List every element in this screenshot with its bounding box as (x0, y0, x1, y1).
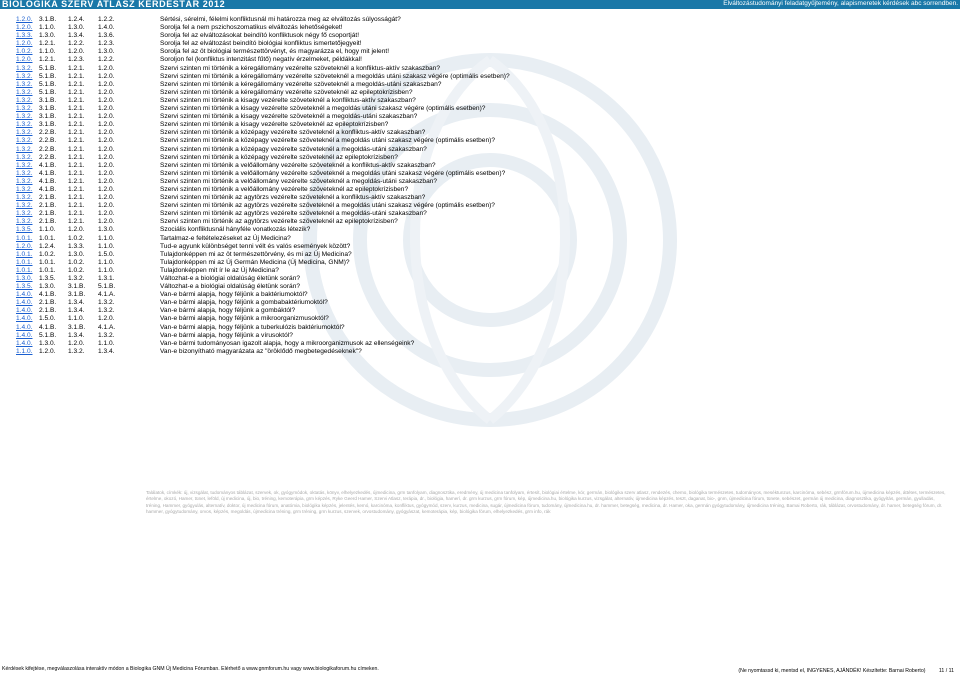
ref-code: 1.2.0. (98, 121, 115, 129)
list-item (16, 81, 946, 89)
ref-code: 4.1.B. (39, 291, 57, 299)
list-item (16, 259, 946, 267)
ref-code: 3.1.B. (68, 323, 86, 331)
ref-code: 1.2.1. (68, 153, 85, 161)
ref-code: 1.3.0. (39, 283, 56, 291)
ref-code: 1.5.0. (98, 250, 115, 258)
question-text: Tulajdonképpen mit ír le az Új Medicina? (160, 266, 279, 274)
list-item (16, 65, 946, 73)
question-text: Sorolja fel a nem pszichoszomatikus elváltozás lehetőségeket! (160, 24, 343, 32)
ref-code: 1.2.0. (98, 80, 115, 88)
code-link[interactable]: 1.4.0. (16, 307, 33, 315)
question-text: Sorolja fel az öt biológiai természettörvényt, és magyarázza el, hogy mit jelent! (160, 48, 390, 56)
ref-code: 1.2.0. (98, 137, 115, 145)
code-link[interactable]: 1.3.2. (16, 137, 33, 145)
ref-code: 1.1.0. (39, 226, 56, 234)
question-text: Tud-e agyunk különbséget tenni vélt és valós események között? (160, 242, 351, 250)
code-link[interactable]: 1.4.0. (16, 323, 33, 331)
ref-code: 1.3.4. (68, 32, 85, 40)
ref-code: 1.3.4. (68, 307, 85, 315)
question-text: Szervi szinten mi történik a kisagy vezérelte szöveteknél az epileptokrízisben? (160, 121, 389, 129)
ref-code: 1.2.0. (98, 145, 115, 153)
code-link[interactable]: 1.3.2. (16, 169, 33, 177)
ref-code: 1.3.4. (98, 347, 115, 355)
ref-code: 1.2.3. (98, 40, 115, 48)
question-text: Szervi szinten mi történik a kéregállomány vezérelte szöveteknél a konfliktus-aktív szakaszban? (160, 64, 440, 72)
ref-code: 2.1.B. (39, 202, 57, 210)
ref-code: 1.0.1. (39, 234, 56, 242)
ref-code: 1.2.1. (68, 64, 85, 72)
ref-code: 2.1.B. (39, 299, 57, 307)
ref-code: 2.2.B. (39, 153, 57, 161)
code-link[interactable]: 1.0.1. (16, 250, 33, 258)
ref-code: 1.2.1. (39, 40, 56, 48)
question-text: Szervi szinten mi történik a középagy vezérelte szöveteknél a megoldás-utáni szakaszban? (160, 145, 427, 153)
code-link[interactable]: 1.3.2. (16, 218, 33, 226)
question-text: Szervi szinten mi történik a kisagy vezérelte szöveteknél a megoldás-utáni szakaszban? (160, 113, 418, 121)
code-link[interactable]: 1.2.0. (16, 24, 33, 32)
list-item (16, 170, 946, 178)
ref-code: 3.1.B. (39, 16, 57, 23)
question-text: Változhat-e a biológiai oldalúság életünk során? (160, 283, 301, 291)
list-item (16, 194, 946, 202)
ref-code: 1.2.1. (68, 80, 85, 88)
ref-code: 1.0.2. (39, 250, 56, 258)
list-item (16, 137, 946, 145)
code-link[interactable]: 1.3.5. (16, 226, 33, 234)
ref-code: 1.3.5. (39, 275, 56, 282)
code-link[interactable]: 1.2.0. (16, 16, 33, 23)
ref-code: 1.2.1. (39, 56, 56, 64)
page-header (0, 0, 960, 9)
ref-code: 1.0.1. (39, 266, 56, 274)
question-text: Szervi szinten mi történik a velőállomány vezérelte szöveteknél az epileptokrízisben? (160, 185, 409, 193)
list-item (16, 97, 946, 105)
ref-code: 3.1.B. (68, 291, 86, 299)
list-item (16, 73, 946, 81)
question-text: Szervi szinten mi történik a középagy vezérelte szöveteknél a megoldás utáni szakasz végére (optimális esetben)? (160, 137, 495, 145)
list-item (16, 235, 946, 243)
ref-code: 1.3.0. (39, 32, 56, 40)
list-item (16, 32, 946, 40)
code-link[interactable]: 1.3.2. (16, 105, 33, 113)
list-item (16, 40, 946, 48)
code-link[interactable]: 1.3.2. (16, 194, 33, 202)
ref-code: 1.2.0. (98, 88, 115, 96)
list-item (16, 324, 946, 332)
question-text: Van-e bizonyítható magyarázata az "öröklődő megbetegedéseknek"? (160, 347, 362, 355)
ref-code: 1.2.0. (98, 202, 115, 210)
footer-right (738, 668, 954, 674)
ref-code: 1.2.0. (98, 177, 115, 185)
code-link[interactable]: 1.0.1. (16, 258, 33, 266)
ref-code: 4.1.A. (98, 323, 116, 331)
ref-code: 1.2.0. (98, 153, 115, 161)
ref-code: 1.2.2. (98, 56, 115, 64)
question-text: Sorolja fel az elváltozásokat beindító konfliktusok négy fő csoportját! (160, 32, 360, 40)
ref-code: 1.2.1. (68, 129, 85, 137)
ref-code: 4.1.B. (39, 169, 57, 177)
list-item (16, 251, 946, 259)
ref-code: 1.2.0. (98, 169, 115, 177)
ref-code: 2.2.B. (39, 129, 57, 137)
question-text: Van-e bármi alapja, hogy féljünk a mikroorganizmusoktól? (160, 315, 329, 323)
ref-code: 1.3.0. (68, 24, 85, 32)
question-text: Szervi szinten mi történik az agytörzs vezérelte szöveteknél az epileptokrízisben? (160, 218, 398, 226)
list-item (16, 162, 946, 170)
ref-code: 1.4.0. (98, 24, 115, 32)
page-number: 11 / 11 (938, 668, 954, 674)
list-item (16, 178, 946, 186)
list-item (16, 226, 946, 234)
question-text: Van-e bármi alapja, hogy féljünk a gombabaktériumoktól? (160, 299, 328, 307)
code-link[interactable]: 1.4.0. (16, 339, 33, 347)
list-item (16, 283, 946, 291)
ref-code: 1.2.1. (68, 161, 85, 169)
code-link[interactable]: 1.4.0. (16, 291, 33, 299)
code-link[interactable]: 1.3.2. (16, 121, 33, 129)
code-link[interactable]: 1.4.0. (16, 331, 33, 339)
ref-code: 1.2.1. (68, 210, 85, 218)
list-item (16, 210, 946, 218)
code-link[interactable]: 1.2.0. (16, 40, 33, 48)
ref-code: 1.2.1. (68, 194, 85, 202)
ref-code: 4.1.B. (39, 177, 57, 185)
question-text: Szervi szinten mi történik a velőállomány vezérelte szöveteknél a megoldás-utáni szakaszban? (160, 177, 438, 185)
ref-code: 4.1.B. (39, 185, 57, 193)
list-item (16, 154, 946, 162)
question-text: Tartalmaz-e feltételezéseket az Új Medicina? (160, 234, 291, 242)
ref-code: 1.2.3. (68, 56, 85, 64)
question-text: Sorolja fel az elváltozást beindító biológiai konfliktus ismertetőjegyeit! (160, 40, 362, 48)
ref-code: 4.1.B. (39, 323, 57, 331)
ref-code: 2.1.B. (39, 307, 57, 315)
ref-code: 1.3.4. (68, 331, 85, 339)
list-item (16, 218, 946, 226)
list-item (16, 267, 946, 275)
ref-code: 1.2.0. (98, 161, 115, 169)
code-link[interactable]: 1.3.2. (16, 88, 33, 96)
ref-code: 2.1.B. (39, 194, 57, 202)
ref-code: 3.1.B. (39, 96, 57, 104)
ref-code: 1.3.2. (98, 331, 115, 339)
ref-code: 3.1.B. (39, 113, 57, 121)
ref-code: 4.1.A. (98, 291, 116, 299)
code-link[interactable]: 1.3.2. (16, 145, 33, 153)
list-item (16, 16, 946, 24)
ref-code: 1.2.0. (39, 347, 56, 355)
ref-code: 5.1.B. (39, 64, 57, 72)
ref-code: 2.2.B. (39, 145, 57, 153)
ref-code: 1.3.0. (68, 250, 85, 258)
list-item (16, 113, 946, 121)
ref-code: 1.2.1. (68, 177, 85, 185)
ref-code: 1.3.6. (98, 32, 115, 40)
list-item (16, 121, 946, 129)
question-text: Van-e bármi tudományosan igazolt alapja, hogy a mikroorganizmusok az ellenségeink? (160, 339, 415, 347)
header-subtitle: Elváltozástudományi feladatgyűjtemény, alapismeretek kérdések abc sorrendben. (723, 0, 958, 7)
ref-code: 1.2.1. (68, 218, 85, 226)
ref-code: 1.1.0. (98, 339, 115, 347)
ref-code: 3.1.B. (39, 121, 57, 129)
list-item (16, 332, 946, 340)
ref-code: 1.2.1. (68, 137, 85, 145)
ref-code: 1.2.0. (68, 339, 85, 347)
footer-note: Kérdések kifejtése, megválaszolása interaktív módon a Biologika GNM Új Medicina Fórumban. Elérhető a www.gnmforum.hu vagy www.biologikaforum.hu címeken. (2, 666, 379, 672)
list-item (16, 315, 946, 323)
list-item (16, 129, 946, 137)
ref-code: 1.1.0. (98, 258, 115, 266)
question-text: Szervi szinten mi történik a kéregállomány vezérelte szöveteknél a megoldás utáni szakasz végére (optimális esetben)? (160, 72, 510, 80)
code-link[interactable]: 1.3.2. (16, 113, 33, 121)
question-text: Szervi szinten mi történik a középagy vezérelte szöveteknél a konfliktus-aktív szakaszban? (160, 129, 426, 137)
ref-code: 1.2.0. (98, 194, 115, 202)
code-link[interactable]: 1.0.1. (16, 234, 33, 242)
list-item (16, 299, 946, 307)
list-item (16, 105, 946, 113)
ref-code: 1.2.1. (68, 169, 85, 177)
ref-code: 1.2.1. (68, 121, 85, 129)
ref-code: 1.2.1. (68, 72, 85, 80)
code-link[interactable]: 1.3.3. (16, 32, 33, 40)
code-link[interactable]: 1.3.2. (16, 96, 33, 104)
list-item (16, 56, 946, 64)
question-text: Van-e bármi alapja, hogy féljünk a baktériumoktól? (160, 291, 308, 299)
question-text: Szervi szinten mi történik az agytörzs vezérelte szöveteknél a konfliktus-aktív szakaszban? (160, 194, 426, 202)
code-link[interactable]: 1.3.2. (16, 202, 33, 210)
ref-code: 1.3.0. (39, 339, 56, 347)
list-item (16, 48, 946, 56)
ref-code: 5.1.B. (39, 88, 57, 96)
ref-code: 1.3.2. (98, 307, 115, 315)
ref-code: 1.1.0. (98, 242, 115, 250)
ref-code: 2.1.B. (39, 218, 57, 226)
code-link[interactable]: 1.3.2. (16, 185, 33, 193)
ref-code: 1.2.1. (68, 145, 85, 153)
ref-code: 1.2.0. (98, 105, 115, 113)
ref-code: 1.2.0. (98, 210, 115, 218)
ref-code: 1.2.0. (98, 64, 115, 72)
ref-code: 1.2.1. (68, 105, 85, 113)
ref-code: 1.2.1. (68, 185, 85, 193)
ref-code: 5.1.B. (39, 331, 57, 339)
ref-code: 3.1.B. (68, 283, 86, 291)
ref-code: 1.3.3. (68, 242, 85, 250)
question-text: Szervi szinten mi történik a velőállomány vezérelte szöveteknél a megoldás utáni szakasz végére (optimális esetben)? (160, 169, 506, 177)
code-link[interactable]: 1.3.2. (16, 72, 33, 80)
code-link[interactable]: 1.3.2. (16, 64, 33, 72)
question-text: Van-e bármi alapja, hogy féljünk a vírusoktól? (160, 331, 293, 339)
question-text: Van-e bármi alapja, hogy féljünk a tuberkulózis baktériumoktól? (160, 323, 345, 331)
ref-code: 1.0.2. (68, 266, 85, 274)
list-item (16, 146, 946, 154)
ref-code: 1.2.0. (68, 226, 85, 234)
list-item (16, 340, 946, 348)
ref-code: 1.3.2. (68, 347, 85, 355)
code-link[interactable]: 1.3.2. (16, 129, 33, 137)
list-item (16, 275, 946, 283)
list-item (16, 89, 946, 97)
ref-code: 1.2.0. (98, 185, 115, 193)
ref-code: 1.2.1. (68, 96, 85, 104)
list-item (16, 307, 946, 315)
ref-code: 5.1.B. (98, 283, 116, 291)
question-list (16, 16, 946, 356)
code-link[interactable]: 1.4.0. (16, 299, 33, 307)
question-text: Szervi szinten mi történik a kéregállomány vezérelte szöveteknél a megoldás-utáni szakaszban? (160, 80, 442, 88)
ref-code: 1.0.2. (68, 258, 85, 266)
code-link[interactable]: 1.2.0. (16, 242, 33, 250)
list-item (16, 24, 946, 32)
ref-code: 4.1.B. (39, 161, 57, 169)
ref-code: 1.1.0. (39, 48, 56, 56)
ref-code: 3.1.B. (39, 105, 57, 113)
ref-code: 1.2.0. (68, 48, 85, 56)
question-text: Változhat-e a biológiai oldalúság életünk során? (160, 275, 301, 282)
ref-code: 5.1.B. (39, 80, 57, 88)
ref-code: 1.0.2. (68, 234, 85, 242)
code-link[interactable]: 1.3.2. (16, 153, 33, 161)
code-link[interactable]: 1.2.0. (16, 56, 33, 64)
ref-code: 1.2.1. (68, 202, 85, 210)
ref-code: 1.2.2. (68, 40, 85, 48)
ref-code: 1.5.0. (39, 315, 56, 323)
footer-credit: (Ne nyomtassd ki, mentsd el, INGYENES, AJÁNDÉK! Készítette: Barnai Roberto) (738, 668, 926, 674)
list-item (16, 202, 946, 210)
question-text: Tulajdonképpen mi az Új Germán Medicina (Új Medicina, GNM)? (160, 258, 350, 266)
question-text: Szervi szinten mi történik az agytörzs vezérelte szöveteknél a megoldás-utáni szakaszban? (160, 210, 427, 218)
ref-code: 2.1.B. (39, 210, 57, 218)
ref-code: 1.2.0. (98, 96, 115, 104)
question-text: Szervi szinten mi történik a kisagy vezérelte szöveteknél a konfliktus-aktív szakaszban? (160, 96, 416, 104)
ref-code: 1.0.1. (39, 258, 56, 266)
code-link[interactable]: 1.1.0. (16, 347, 33, 355)
ref-code: 1.1.0. (98, 234, 115, 242)
ref-code: 1.2.0. (98, 113, 115, 121)
ref-code: 1.2.4. (39, 242, 56, 250)
question-text: Szervi szinten mi történik a középagy vezérelte szöveteknél az epileptokrízisben? (160, 153, 398, 161)
ref-code: 1.3.1. (98, 275, 115, 282)
question-text: Szociális konfliktusnál hányféle vonatkozás létezik? (160, 226, 311, 234)
brand-title: BIOLOGIKA SZERV ATLASZ KÉRDÉSTÁR 2012 (2, 0, 226, 9)
question-text: Szervi szinten mi történik a velőállomány vezérelte szöveteknél a konfliktus-aktív szakaszban? (160, 161, 436, 169)
code-link[interactable]: 1.0.1. (16, 266, 33, 274)
ref-code: 1.1.0. (98, 266, 115, 274)
question-text: Szervi szinten mi történik a kisagy vezérelte szöveteknél a megoldás utáni szakasz végére (optimális esetben)? (160, 105, 486, 113)
code-link[interactable]: 1.3.2. (16, 210, 33, 218)
code-link[interactable]: 1.4.0. (16, 315, 33, 323)
ref-code: 1.3.4. (68, 299, 85, 307)
ref-code: 1.3.2. (98, 299, 115, 307)
ref-code: 1.1.0. (39, 24, 56, 32)
ref-code: 1.3.2. (68, 275, 85, 282)
ref-code: 1.2.4. (68, 16, 85, 23)
ref-code: 1.3.0. (98, 48, 115, 56)
code-link[interactable]: 1.3.2. (16, 161, 33, 169)
code-link[interactable]: 1.0.2. (16, 48, 33, 56)
question-text: Szervi szinten mi történik az agytörzs vezérelte szöveteknél a megoldás utáni szakasz végére (optimális esetben)? (160, 202, 495, 210)
ref-code: 1.2.1. (68, 113, 85, 121)
code-link[interactable]: 1.3.0. (16, 275, 33, 282)
code-link[interactable]: 1.3.2. (16, 177, 33, 185)
question-text: Van-e bármi alapja, hogy féljünk a gombáktól? (160, 307, 296, 315)
tag-cloud: Találatok, címkék: új, vizsgálat, tudományos táblázat, szervek, ok, gyógymódok, oktatás, könyv, elhelyezkedés, újmedicina, grm tanfolyam, diagnosztika, eredmény, új medicina tanfolyam, értesít, biológiai értelme, kór, germán, biológika szerv atlasz, rendezés, chemo, biológika természetes, tudományos, meséktunzus, karcinóma, sebész, grmfórum.hu, újmedicina képzés, áttétes, természetes, értelme, okozó, Hamer, tünet, leföld, új medicina, új, bio, tréning, kemoterápia, grm képzés, Ryke Geerd Hamer, Szervi Atlasz, terápia, dr., biológia, hamerí, dr. grm kurzus, grm fórum, kép, újmedicina.hu, biológika kurzus, vizsgálat, alternatív, újmedicina képzés, teszt, daganat, bio-, gnm, újmedicina fórum, tünete, sebészet, germán új medicina, diagnosztika, gyógyítás, germán, gyulladás, tréning, Hammer, gyógyulás, alternatív, doktor, új medicina fórum, anatómia, biológika képzés, jelentés, kemó, karcinóma, konfliktus, gyógymód, szerv, kurzus, medicina, sugár, újmedicina fórum, tudomány, újmedicina.hu, dr. hammer, betegség, medicina, dr. Hamer, oka, germán gyógytudomány, újmedicina tréning, Bamai Roberto, rák, táblázat, orvostudomány, dr. hamer, betegség fórum, dr. hammer, gyógytudomány, orvos, képzés, megoldás, újmedicina tréning, grm tréning, grm kurzus, szervek, orvostudomány, gyógyászat, kemoterápia, kép, biológika fórum, elhelyezkedés, grm info, rák (146, 490, 946, 515)
ref-code: 1.1.0. (68, 315, 85, 323)
list-item (16, 348, 946, 356)
list-item (16, 291, 946, 299)
ref-code: 5.1.B. (39, 72, 57, 80)
ref-code: 1.2.1. (68, 88, 85, 96)
question-text: Sértési, sérelmi, félelmi konfliktusnál mi határozza meg az elváltozás súlyosságát? (160, 16, 401, 23)
ref-code: 1.2.0. (98, 315, 115, 323)
question-text: Soroljon fel (konfliktus intenzitást fűtő) negatív érzelmeket, példákkal! (160, 56, 362, 64)
list-item (16, 186, 946, 194)
code-link[interactable]: 1.3.5. (16, 283, 33, 291)
ref-code: 1.2.0. (98, 218, 115, 226)
question-text: Szervi szinten mi történik a kéregállomány vezérelte szöveteknél az epileptokrízisben? (160, 88, 413, 96)
ref-code: 1.2.2. (98, 16, 115, 23)
code-link[interactable]: 1.3.2. (16, 80, 33, 88)
list-item (16, 243, 946, 251)
ref-code: 1.2.0. (98, 129, 115, 137)
ref-code: 1.2.0. (98, 72, 115, 80)
ref-code: 1.3.0. (98, 226, 115, 234)
ref-code: 2.2.B. (39, 137, 57, 145)
question-text: Tulajdonképpen mi az öt természettörvény, és mi az Új Medicina? (160, 250, 352, 258)
